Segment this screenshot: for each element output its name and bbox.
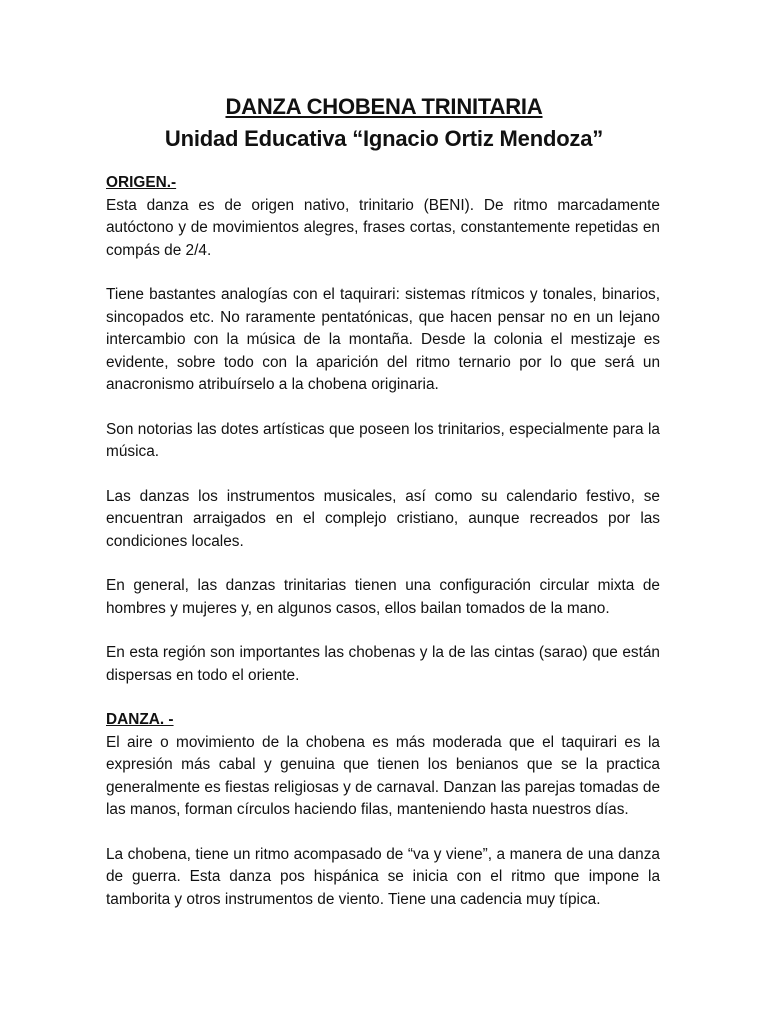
- paragraph: Esta danza es de origen nativo, trinitario (BENI). De ritmo marcadamente autóctono y de movimientos alegres, frases cortas, constantemente repetidas en compás de 2/4.: [106, 196, 660, 259]
- paragraph: Las danzas los instrumentos musicales, así como su calendario festivo, se encuentran arraigados en el complejo cristiano, aunque recreados por las condiciones locales.: [106, 487, 660, 550]
- document-body: [106, 172, 660, 911]
- document-title: DANZA CHOBENA TRINITARIA: [225, 94, 543, 119]
- paragraph: Son notorias las dotes artísticas que poseen los trinitarios, especialmente para la música.: [106, 420, 660, 460]
- paragraph: Tiene bastantes analogías con el taquirari: sistemas rítmicos y tonales, binarios, sincopados etc. No raramente pentatónicas, que hacen pensar no en un lejano intercambio con la música de la montaña. Desde la colonia el mestizaje es evidente, sobre todo con la aparición del ritmo ternario por lo que será un anacronismo atribuírselo a la chobena originaria.: [106, 286, 660, 393]
- paragraph: El aire o movimiento de la chobena es más moderada que el taquirari es la expresión más cabal y genuina que tienen los benianos que se la practica generalmente es fiestas religiosas y de carnaval. Danzan las parejas tomadas de las manos, forman círculos haciendo filas, manteniendo hasta nuestros días.: [106, 733, 660, 818]
- document-subtitle: Unidad Educativa “Ignacio Ortiz Mendoza”: [164, 126, 604, 151]
- paragraph: En esta región son importantes las chobenas y la de las cintas (sarao) que están dispersas en todo el oriente.: [106, 644, 660, 684]
- section-origen: [106, 172, 660, 687]
- section-heading-origen: ORIGEN.-: [106, 174, 177, 191]
- paragraph: En general, las danzas trinitarias tienen una configuración circular mixta de hombres y mujeres y, en algunos casos, ellos bailan tomados de la mano.: [106, 577, 660, 617]
- section-heading-danza: DANZA. -: [106, 711, 174, 728]
- title-block: [0, 92, 768, 154]
- section-danza: [106, 709, 660, 911]
- paragraph: La chobena, tiene un ritmo acompasado de “va y viene”, a manera de una danza de guerra. Esta danza pos hispánica se inicia con el ritmo que impone la tamborita y otros instrumentos de viento. Tiene una cadencia muy típica.: [106, 845, 660, 908]
